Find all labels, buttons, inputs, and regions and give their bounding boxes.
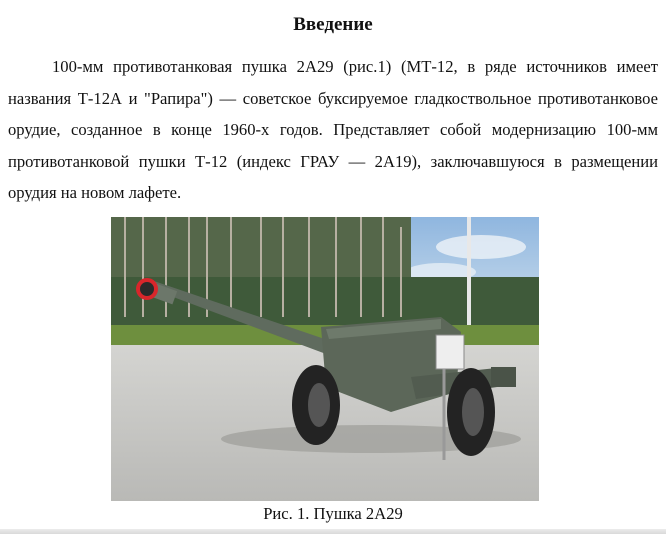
- figure-caption: Рис. 1. Пушка 2А29: [263, 504, 403, 523]
- wheel-left: [292, 365, 340, 445]
- page-bottom-edge: [0, 529, 666, 534]
- gun-photo: [111, 217, 539, 501]
- figure-photo: [111, 217, 539, 501]
- wheel-right: [447, 368, 495, 456]
- info-sign: [436, 335, 464, 369]
- page-title: Введение: [293, 14, 373, 35]
- muzzle-ring: [138, 280, 156, 298]
- intro-paragraph: 100-мм противотанковая пушка 2А29 (рис.1) (МТ-12, в ряде источников имеет названия Т-12А и "Рапира") — советское буксируемое гладкоствольное противотанковое орудие, созданное в конце 1960-х годов. Представляет собой модернизацию 100-мм противотанковой пушки Т-12 (индекс ГРАУ — 2А19), заключавшуюся в размещении орудия на новом лафете.: [8, 57, 658, 202]
